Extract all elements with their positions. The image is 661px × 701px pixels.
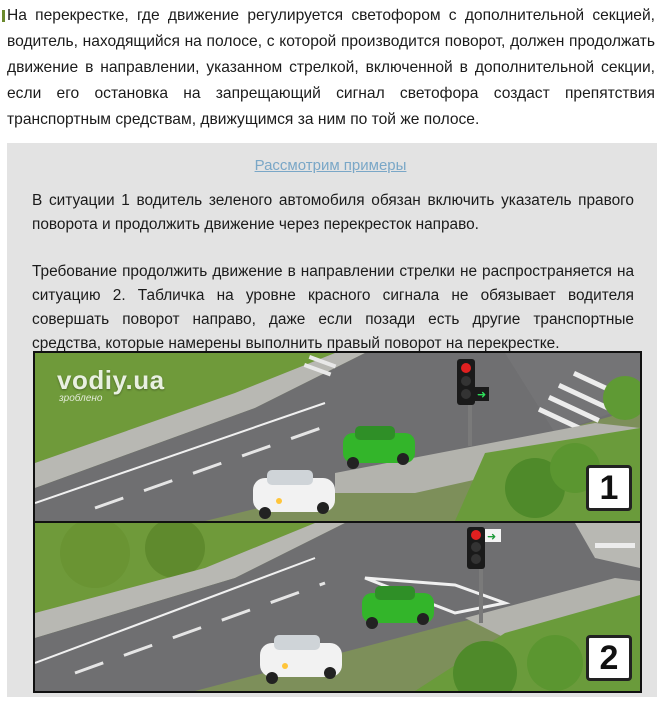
scene-number-badge: 1 (586, 465, 632, 511)
svg-text:➜: ➜ (477, 388, 487, 401)
scene-2-illustration (33, 521, 642, 693)
example-paragraph-1: В ситуации 1 водитель зеленого автомобиля обязан включить указатель правого поворота и продолжить движение через перекресток направо. (32, 192, 634, 233)
bullet-marker (2, 10, 5, 22)
intro-paragraph: На перекрестке, где движение регулируется светофором с дополнительной секцией, водитель, находящийся на полосе, с которой производится поворот, должен продолжать движение в направлении, указанном стрелкой, включенной в дополнительной секции, если его остановка на запрещающий сигнал светофора создаст препятствия транспортным средствам, движущимся за ним по той же полосе. (7, 7, 655, 128)
site-logo-subtitle: зроблено (59, 393, 103, 404)
svg-text:➜: ➜ (487, 530, 497, 543)
scene-2-drawing (35, 523, 640, 691)
example-paragraph-2: Требование продолжить движение в направлении стрелки не распространяется на ситуацию 2. Табличка на уровне красного сигнала не обязывает водителя совершать поворот направо, даже если позади есть другие транспортные средства, которые намерены выполнить правый поворот на перекрестке. (32, 263, 634, 352)
scene-number-badge: 2 (586, 635, 632, 681)
site-logo: vodiy.ua (57, 365, 165, 395)
examples-title-link[interactable]: Рассмотрим примеры (254, 157, 407, 174)
scene-1-illustration (33, 351, 642, 523)
